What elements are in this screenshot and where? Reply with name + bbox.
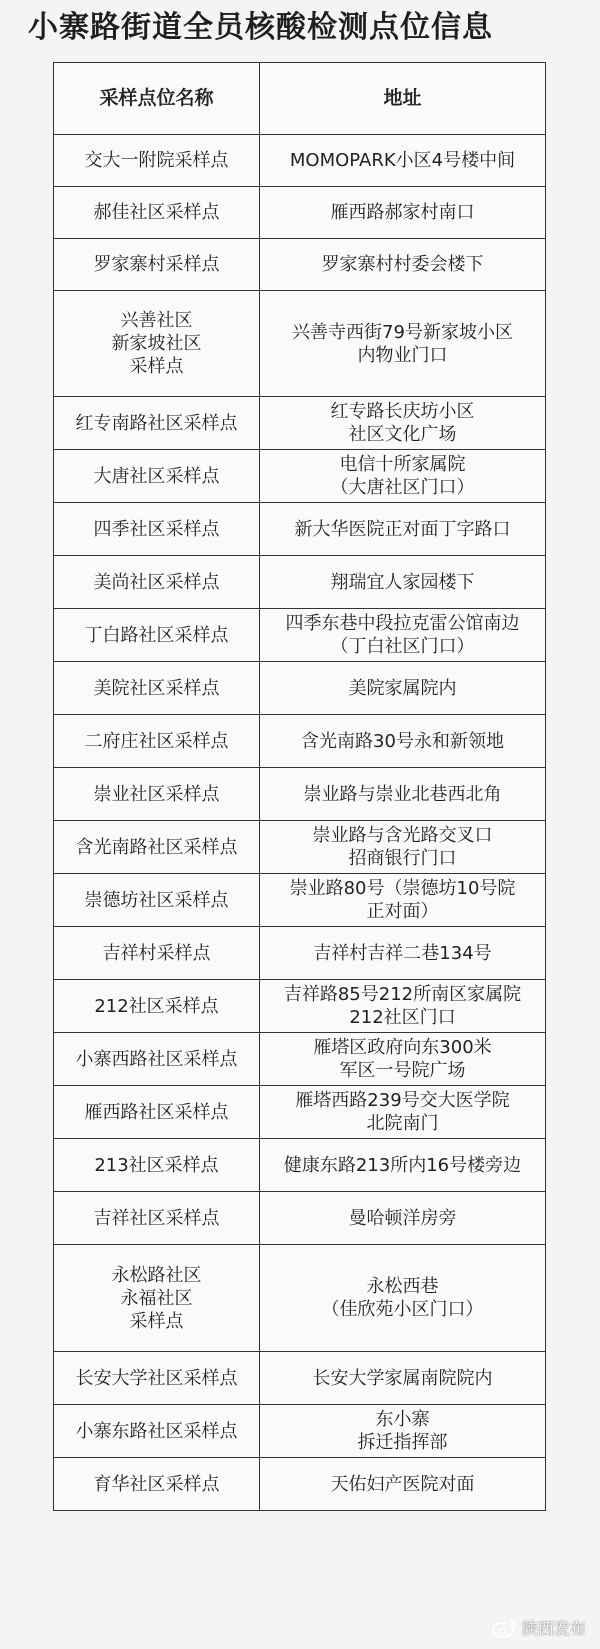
site-name-cell: 吉祥社区采样点 bbox=[54, 1192, 260, 1245]
table-row bbox=[54, 927, 546, 980]
table-header-row bbox=[54, 63, 546, 135]
site-name-cell: 郝佳社区采样点 bbox=[54, 187, 260, 239]
address-cell: 崇业路与含光路交叉口 招商银行门口 bbox=[260, 821, 546, 874]
address-cell: 永松西巷 （佳欣苑小区门口） bbox=[260, 1245, 546, 1352]
table-row bbox=[54, 662, 546, 715]
header-site-name: 采样点位名称 bbox=[54, 63, 260, 135]
header-address: 地址 bbox=[260, 63, 546, 135]
address-cell: 健康东路213所内16号楼旁边 bbox=[260, 1139, 546, 1192]
site-name-cell: 吉祥村采样点 bbox=[54, 927, 260, 980]
address-cell: 雁塔区政府向东300米 军区一号院广场 bbox=[260, 1033, 546, 1086]
table-row bbox=[54, 239, 546, 291]
table-row bbox=[54, 1352, 546, 1405]
table-row bbox=[54, 1192, 546, 1245]
address-cell: 新大华医院正对面丁字路口 bbox=[260, 503, 546, 556]
table-row bbox=[54, 1139, 546, 1192]
table-row bbox=[54, 715, 546, 768]
site-name-cell: 小寨西路社区采样点 bbox=[54, 1033, 260, 1086]
site-name-cell: 二府庄社区采样点 bbox=[54, 715, 260, 768]
address-cell: 兴善寺西街79号新家坡小区 内物业门口 bbox=[260, 291, 546, 397]
address-cell: 东小寨 拆迁指挥部 bbox=[260, 1405, 546, 1458]
table-row bbox=[54, 1458, 546, 1511]
address-cell: 崇业路80号（崇德坊10号院 正对面） bbox=[260, 874, 546, 927]
address-cell: 长安大学家属南院院内 bbox=[260, 1352, 546, 1405]
address-cell: 含光南路30号永和新领地 bbox=[260, 715, 546, 768]
table-row bbox=[54, 135, 546, 187]
site-name-cell: 崇业社区采样点 bbox=[54, 768, 260, 821]
table-row bbox=[54, 1245, 546, 1352]
table-row bbox=[54, 1033, 546, 1086]
table-body bbox=[54, 135, 546, 1511]
table-row bbox=[54, 187, 546, 239]
site-name-cell: 美尚社区采样点 bbox=[54, 556, 260, 609]
site-name-cell: 含光南路社区采样点 bbox=[54, 821, 260, 874]
address-cell: 吉祥村吉祥二巷134号 bbox=[260, 927, 546, 980]
site-name-cell: 交大一附院采样点 bbox=[54, 135, 260, 187]
site-name-cell: 212社区采样点 bbox=[54, 980, 260, 1033]
site-name-cell: 崇德坊社区采样点 bbox=[54, 874, 260, 927]
address-cell: 罗家寨村村委会楼下 bbox=[260, 239, 546, 291]
site-name-cell: 永松路社区 永福社区 采样点 bbox=[54, 1245, 260, 1352]
site-name-cell: 罗家寨村采样点 bbox=[54, 239, 260, 291]
table-row bbox=[54, 1405, 546, 1458]
address-cell: 吉祥路85号212所南区家属院 212社区门口 bbox=[260, 980, 546, 1033]
address-cell: 雁塔西路239号交大医学院 北院南门 bbox=[260, 1086, 546, 1139]
table-row bbox=[54, 821, 546, 874]
table-row bbox=[54, 874, 546, 927]
site-name-cell: 兴善社区 新家坡社区 采样点 bbox=[54, 291, 260, 397]
site-name-cell: 大唐社区采样点 bbox=[54, 450, 260, 503]
site-name-cell: 丁白路社区采样点 bbox=[54, 609, 260, 662]
table-row bbox=[54, 291, 546, 397]
site-name-cell: 红专南路社区采样点 bbox=[54, 397, 260, 450]
table-row bbox=[54, 768, 546, 821]
table-row bbox=[54, 503, 546, 556]
site-name-cell: 小寨东路社区采样点 bbox=[54, 1405, 260, 1458]
address-cell: 美院家属院内 bbox=[260, 662, 546, 715]
address-cell: 电信十所家属院 （大唐社区门口） bbox=[260, 450, 546, 503]
address-cell: MOMOPARK小区4号楼中间 bbox=[260, 135, 546, 187]
site-name-cell: 213社区采样点 bbox=[54, 1139, 260, 1192]
weibo-icon bbox=[492, 1618, 518, 1638]
table-row bbox=[54, 397, 546, 450]
sampling-sites-table bbox=[53, 62, 546, 1511]
site-name-cell: 美院社区采样点 bbox=[54, 662, 260, 715]
site-name-cell: 长安大学社区采样点 bbox=[54, 1352, 260, 1405]
table-row bbox=[54, 556, 546, 609]
address-cell: 四季东巷中段拉克雷公馆南边 （丁白社区门口） bbox=[260, 609, 546, 662]
site-name-cell: 育华社区采样点 bbox=[54, 1458, 260, 1511]
table-row bbox=[54, 1086, 546, 1139]
table-row bbox=[54, 450, 546, 503]
watermark bbox=[492, 1616, 586, 1639]
watermark-text: 陕西发布 bbox=[521, 1619, 586, 1638]
address-cell: 曼哈顿洋房旁 bbox=[260, 1192, 546, 1245]
table-row bbox=[54, 980, 546, 1033]
address-cell: 崇业路与崇业北巷西北角 bbox=[260, 768, 546, 821]
address-cell: 红专路长庆坊小区 社区文化广场 bbox=[260, 397, 546, 450]
site-name-cell: 四季社区采样点 bbox=[54, 503, 260, 556]
site-name-cell: 雁西路社区采样点 bbox=[54, 1086, 260, 1139]
table-row bbox=[54, 609, 546, 662]
address-cell: 雁西路郝家村南口 bbox=[260, 187, 546, 239]
page-title: 小寨路街道全员核酸检测点位信息 bbox=[28, 10, 493, 45]
address-cell: 天佑妇产医院对面 bbox=[260, 1458, 546, 1511]
address-cell: 翔瑞宜人家园楼下 bbox=[260, 556, 546, 609]
